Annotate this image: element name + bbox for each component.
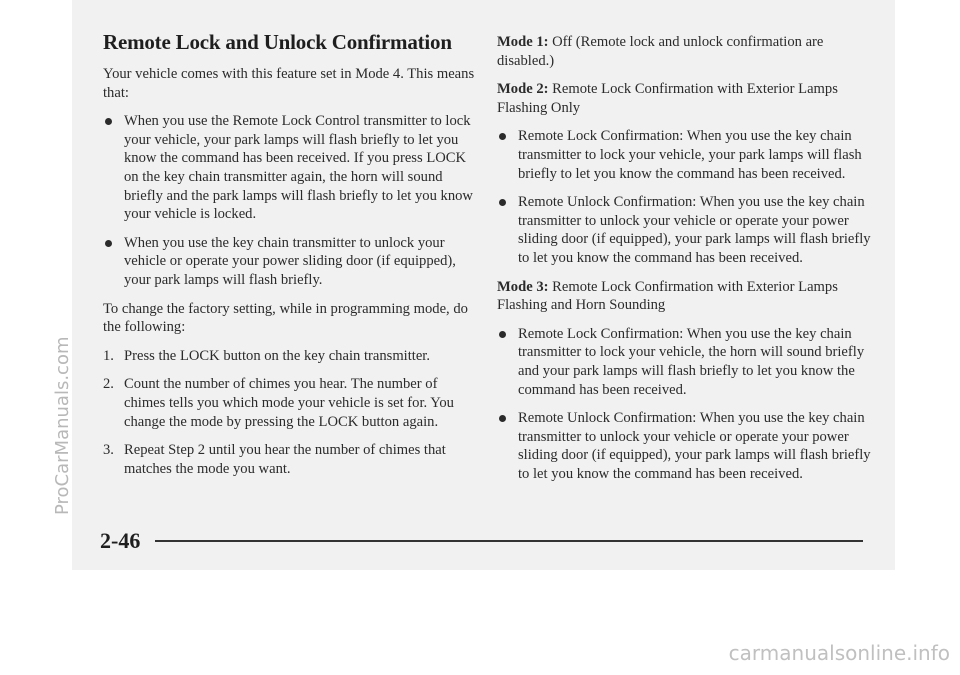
section-title: Remote Lock and Unlock Confirmation [103, 30, 452, 54]
bullet-icon [499, 199, 506, 206]
list-item [497, 409, 872, 483]
step-number: 2. [103, 376, 114, 393]
page-footer [100, 528, 863, 558]
mode-3-paragraph [497, 278, 872, 315]
step-text: Repeat Step 2 until you hear the number of chimes that matches the mode you want. [124, 442, 446, 477]
mode-3-label: Mode 3: [497, 278, 549, 295]
mode-1-paragraph [497, 33, 872, 70]
step-number: 3. [103, 442, 114, 459]
bullet-icon [105, 118, 112, 125]
list-item [497, 127, 872, 183]
footer-rule [155, 540, 863, 542]
left-column [103, 30, 475, 488]
step-item [103, 375, 475, 431]
step-number: 1. [103, 347, 114, 364]
bullet-text: When you use the Remote Lock Control transmitter to lock your vehicle, your park lamps will flash briefly to let you know the command has been received. If you press LOCK on the key chain transmitter again, the horn will sound briefly and the park lamps will flash briefly to let you know your vehicle is locked. [124, 113, 473, 223]
bullet-icon [499, 415, 506, 422]
list-item [103, 234, 475, 290]
list-item [497, 325, 872, 399]
step-item [103, 347, 475, 366]
step-text: Count the number of chimes you hear. The number of chimes tells you which mode your vehicle is set for. You change the mode by pressing the LOCK button again. [124, 376, 454, 430]
step-text: Press the LOCK button on the key chain transmitter. [124, 347, 431, 364]
bullet-text: Remote Lock Confirmation: When you use the key chain transmitter to lock your vehicle, the horn will sound briefly and your park lamps will flash briefly to let you know the command has been received. [518, 325, 865, 398]
side-watermark: ProCarManuals.com [52, 336, 73, 515]
intro-paragraph: Your vehicle comes with this feature set in Mode 4. This means that: [103, 66, 475, 101]
mode-2-label: Mode 2: [497, 81, 549, 98]
mode-3-text: Remote Lock Confirmation with Exterior Lamps Flashing and Horn Sounding [497, 278, 838, 314]
change-setting-paragraph: To change the factory setting, while in programming mode, do the following: [103, 300, 468, 336]
bottom-watermark: carmanualsonline.info [728, 641, 950, 665]
page-number: 2-46 [100, 528, 141, 553]
bullet-text: Remote Unlock Confirmation: When you use the key chain transmitter to unlock your vehicle or operate your power sliding door (if equipped), your park lamps will flash briefly to let you know the command has been received. [518, 194, 871, 266]
bullet-text: Remote Lock Confirmation: When you use the key chain transmitter to lock your vehicle, your park lamps will flash briefly to let you know the command has been received. [518, 128, 862, 182]
list-item [497, 193, 872, 267]
bullet-icon [499, 133, 506, 140]
mode-1-label: Mode 1: [497, 34, 549, 50]
bullet-text: Remote Unlock Confirmation: When you use the key chain transmitter to unlock your vehicle or operate your power sliding door (if equipped), your park lamps will flash briefly to let you know the command has been received. [518, 410, 871, 482]
bullet-icon [499, 331, 506, 338]
mode-2-text: Remote Lock Confirmation with Exterior Lamps Flashing Only [497, 81, 838, 116]
list-item [103, 112, 475, 224]
bullet-icon [105, 240, 112, 247]
mode-1-text: Off (Remote lock and unlock confirmation are disabled.) [497, 34, 824, 69]
mode-2-paragraph [497, 80, 872, 117]
right-column [497, 33, 872, 493]
step-item [103, 441, 475, 478]
bullet-text: When you use the key chain transmitter to unlock your vehicle or operate your power sliding door (if equipped), your park lamps will flash briefly. [124, 234, 456, 288]
